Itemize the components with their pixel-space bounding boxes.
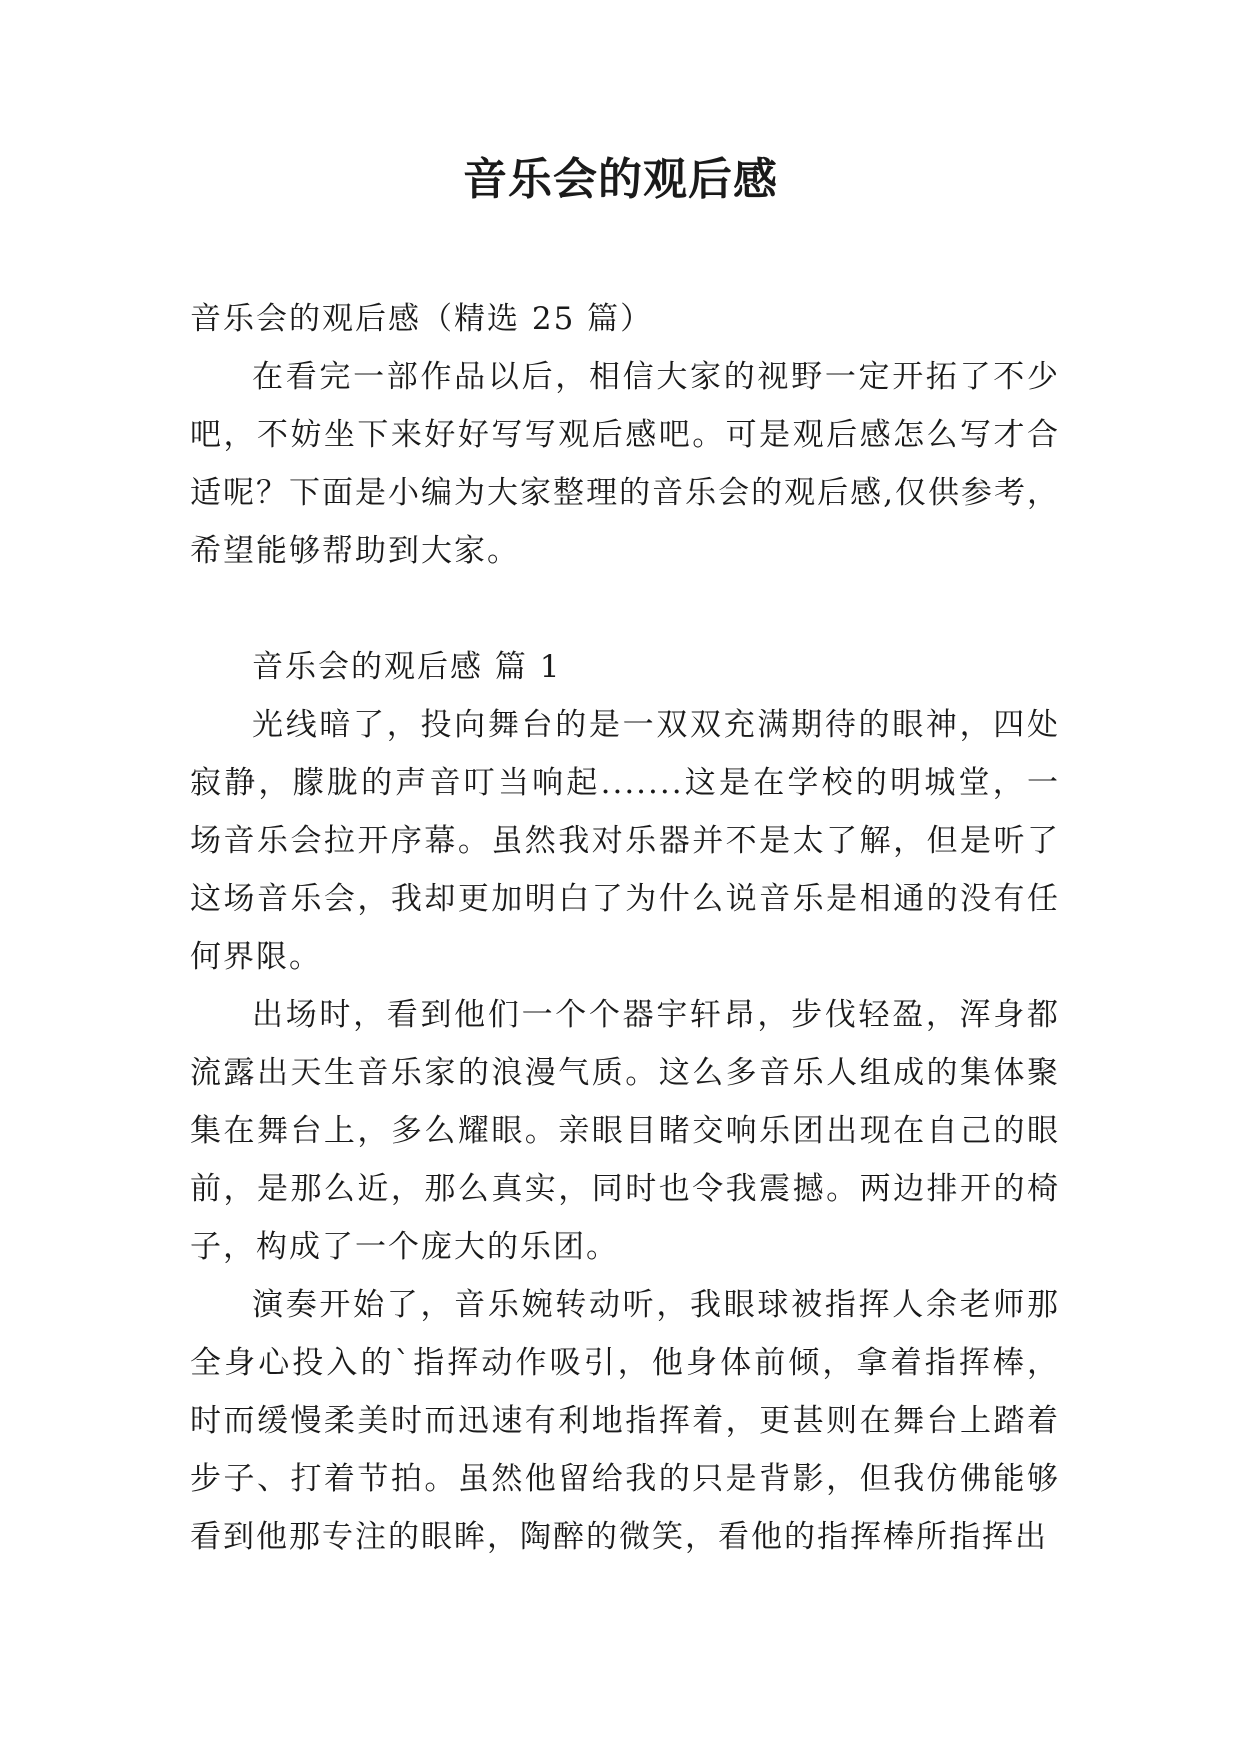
body-paragraph-3: 演奏开始了，音乐婉转动听，我眼球被指挥人余老师那全身心投入的`指挥动作吸引，他身体前倾，拿着指挥棒，时而缓慢柔美时而迅速有利地指挥着，更甚则在舞台上踏着步子、打着节拍。虽然他留给我的只是背影，但我仿佛能够看到他那专注的眼眸，陶醉的微笑，看他的指挥棒所指挥出 [190, 1287, 1060, 1555]
document-subtitle: 音乐会的观后感（精选 25 篇） [190, 301, 654, 337]
document-body [190, 290, 1060, 1566]
section-heading: 音乐会的观后感 篇 1 [252, 649, 562, 685]
document-title: 音乐会的观后感 [463, 154, 778, 205]
body-paragraph-2: 出场时，看到他们一个个器宇轩昂，步伐轻盈，浑身都流露出天生音乐家的浪漫气质。这么多音乐人组成的集体聚集在舞台上，多么耀眼。亲眼目睹交响乐团出现在自己的眼前，是那么近，那么真实，同时也令我震撼。两边排开的椅子，构成了一个庞大的乐团。 [190, 997, 1060, 1265]
body-paragraph-1: 光线暗了，投向舞台的是一双双充满期待的眼神，四处寂静，朦胧的声音叮当响起.......这是在学校的明城堂，一场音乐会拉开序幕。虽然我对乐器并不是太了解，但是听了这场音乐会，我却更加明白了为什么说音乐是相通的没有任何界限。 [190, 707, 1060, 975]
intro-paragraph: 在看完一部作品以后，相信大家的视野一定开拓了不少吧，不妨坐下来好好写写观后感吧。可是观后感怎么写才合适呢？下面是小编为大家整理的音乐会的观后感,仅供参考，希望能够帮助到大家。 [190, 359, 1060, 569]
